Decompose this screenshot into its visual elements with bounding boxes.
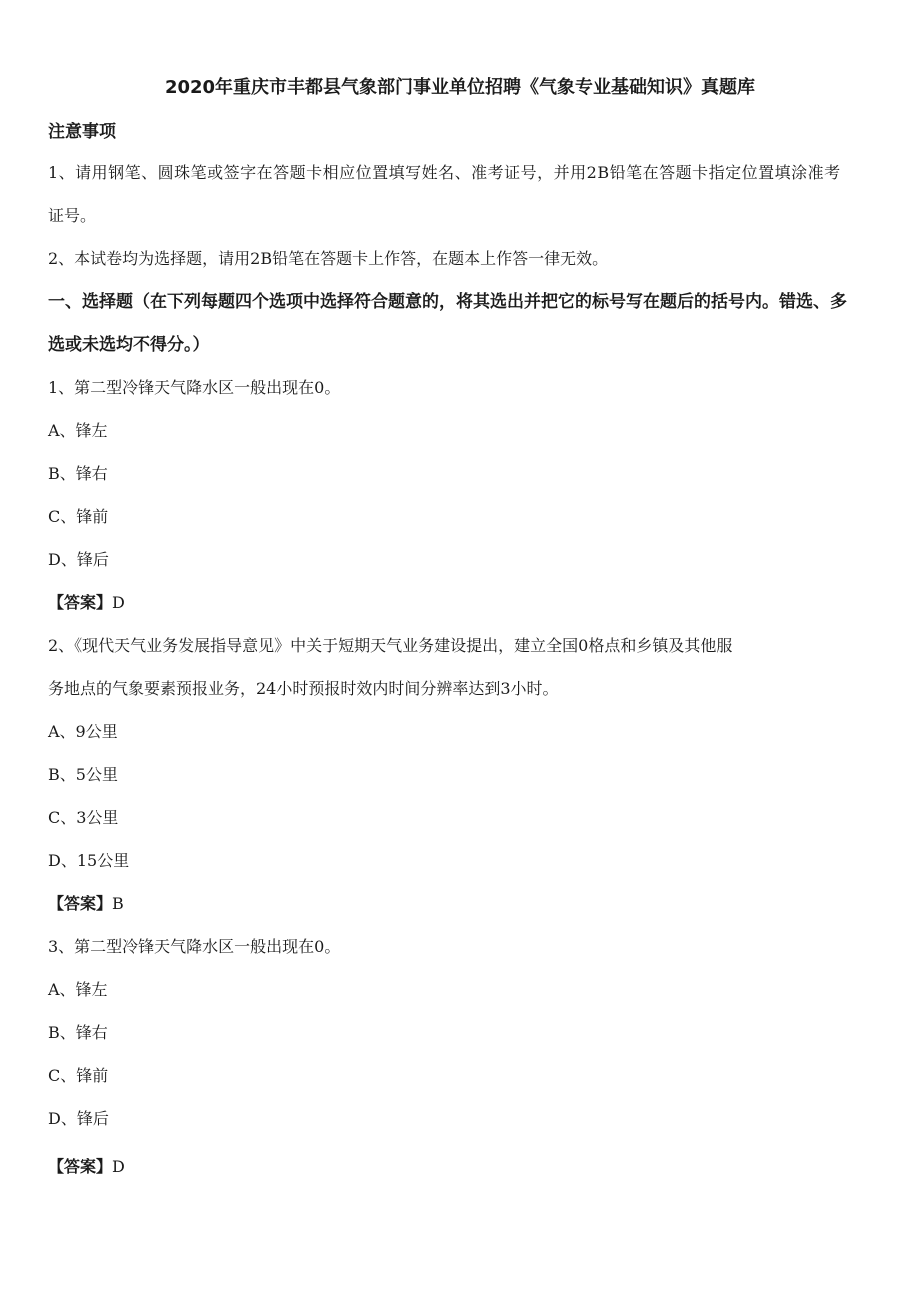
notice-item-2: 2、本试卷均为选择题，请用2B铅笔在答题卡上作答，在题本上作答一律无效。 — [48, 249, 609, 268]
option-c: C、3公里 — [48, 808, 119, 827]
answer-value: B — [112, 894, 124, 913]
answer-label: 【答案】 — [48, 894, 113, 913]
answer-line — [48, 1157, 125, 1178]
section-heading: 一、选择题（在下列每题四个选项中选择符合题意的，将其选出并把它的标号写在题后的括号内。错选、多 — [48, 292, 847, 312]
section-heading-continued: 选或未选均不得分。） — [48, 335, 210, 355]
option-d: D、15公里 — [48, 851, 130, 870]
option-c: C、锋前 — [48, 507, 109, 526]
answer-value: D — [112, 593, 125, 612]
question-stem: 3、第二型冷锋天气降水区一般出现在0。 — [48, 937, 341, 956]
question-stem-continued: 务地点的气象要素预报业务，24小时预报时效内时间分辨率达到3小时。 — [48, 679, 559, 698]
option-b: B、锋右 — [48, 1023, 108, 1042]
answer-line — [48, 593, 125, 614]
notice-heading: 注意事项 — [48, 122, 116, 142]
option-a: A、9公里 — [48, 722, 118, 741]
option-d: D、锋后 — [48, 550, 109, 569]
notice-item-1: 1、请用钢笔、圆珠笔或签字在答题卡相应位置填写姓名、准考证号，并用2B铅笔在答题卡指定位置填涂准考 — [48, 163, 841, 182]
question-stem: 1、第二型冷锋天气降水区一般出现在0。 — [48, 378, 341, 397]
option-a: A、锋左 — [48, 421, 108, 440]
question-stem: 2、《现代天气业务发展指导意见》中关于短期天气业务建设提出，建立全国0格点和乡镇及其他服 — [48, 636, 733, 655]
option-c: C、锋前 — [48, 1066, 109, 1085]
option-a: A、锋左 — [48, 980, 108, 999]
option-b: B、锋右 — [48, 464, 108, 483]
notice-item-1-continued: 证号。 — [48, 206, 97, 225]
answer-label: 【答案】 — [48, 593, 113, 612]
option-d: D、锋后 — [48, 1109, 109, 1128]
page-title: 2020年重庆市丰都县气象部门事业单位招聘《气象专业基础知识》真题库 — [164, 77, 756, 98]
answer-label: 【答案】 — [48, 1157, 113, 1176]
answer-line — [48, 894, 124, 915]
answer-value: D — [112, 1157, 125, 1176]
option-b: B、5公里 — [48, 765, 118, 784]
